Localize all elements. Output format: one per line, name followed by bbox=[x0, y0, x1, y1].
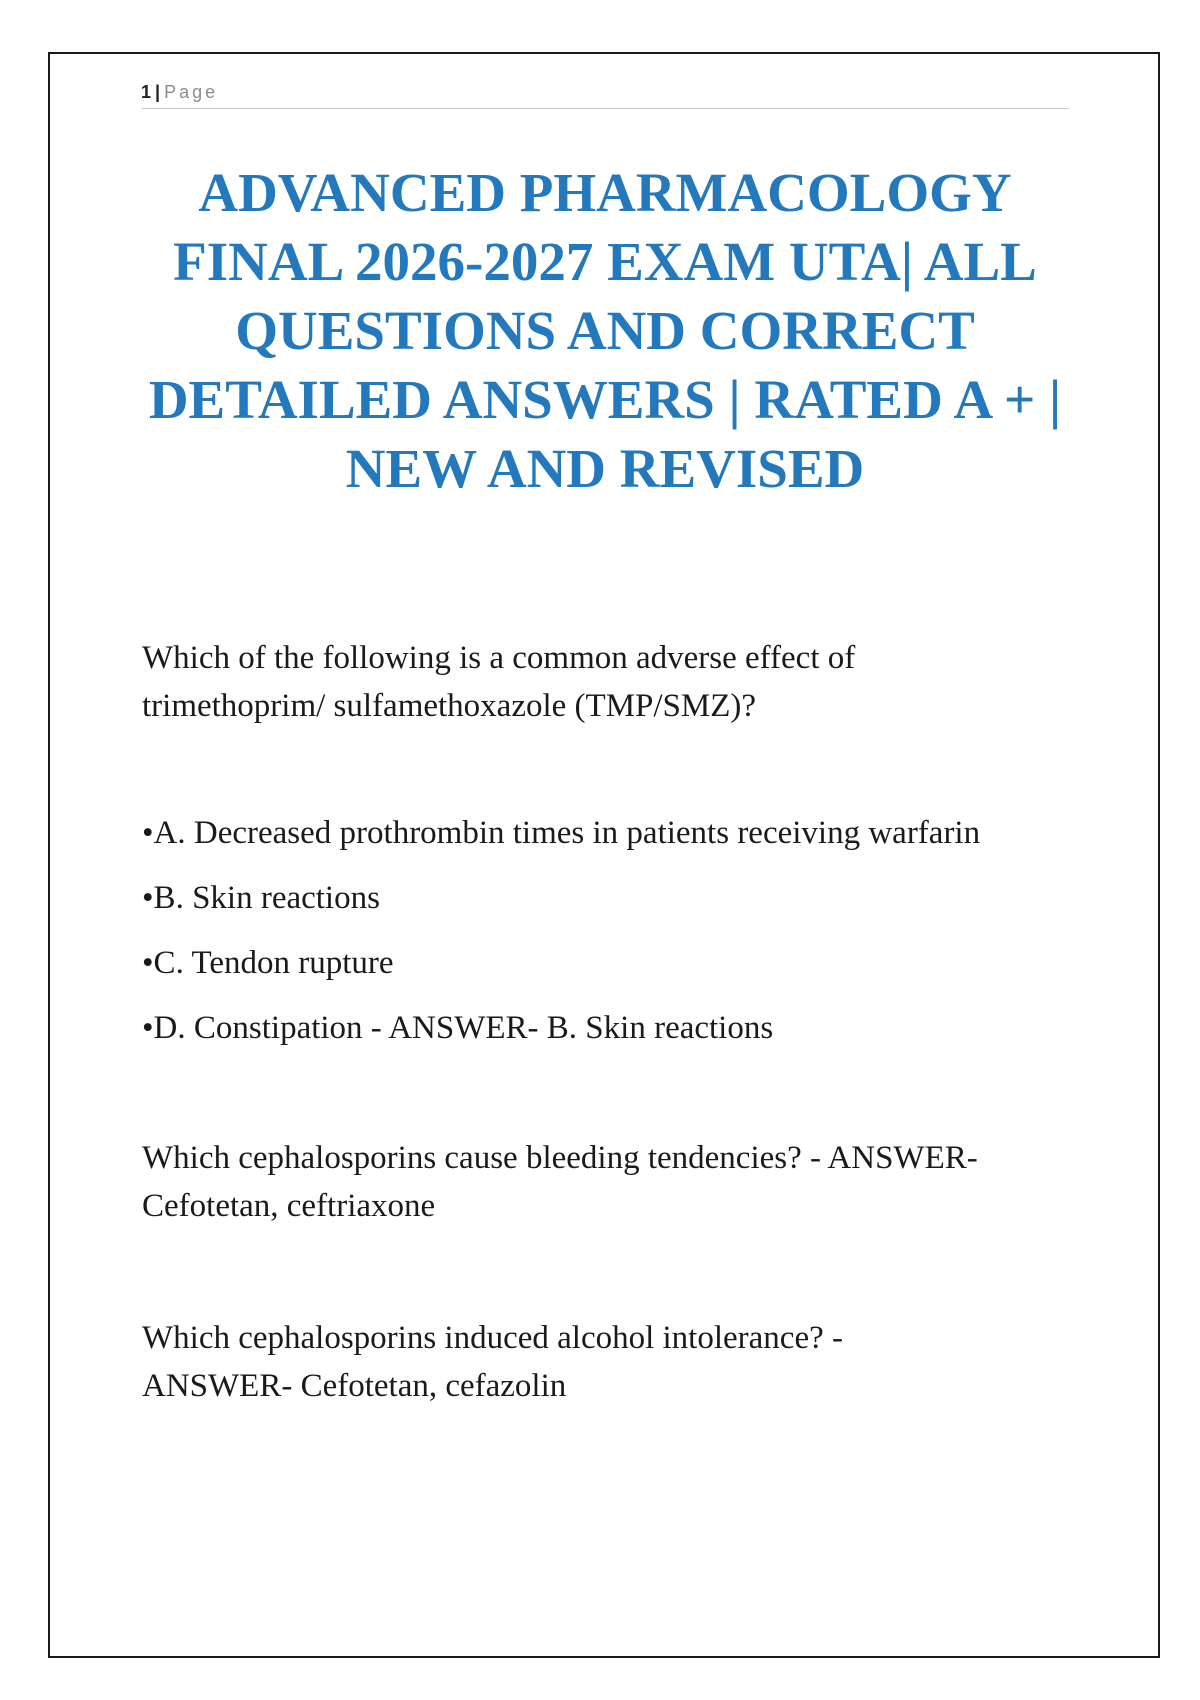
answer-option-b: •B. Skin reactions bbox=[142, 880, 380, 916]
question-2 bbox=[142, 1134, 1072, 1230]
answer-option-c: •C. Tendon rupture bbox=[142, 945, 394, 981]
question-text-line: Which cephalosporins induced alcohol intolerance? - bbox=[142, 1320, 843, 1356]
question-3 bbox=[142, 1314, 1072, 1410]
title-line: DETAILED ANSWERS | RATED A + | bbox=[148, 369, 1062, 430]
title-line: NEW AND REVISED bbox=[345, 438, 865, 499]
document-title bbox=[120, 158, 1090, 503]
title-line: QUESTIONS AND CORRECT bbox=[235, 300, 975, 361]
page-label: Page bbox=[164, 82, 219, 102]
page-header bbox=[141, 80, 1069, 109]
page-separator: | bbox=[155, 82, 161, 102]
answer-option-d: •D. Constipation - ANSWER- B. Skin reactions bbox=[142, 1010, 774, 1046]
question-text-line: Cefotetan, ceftriaxone bbox=[142, 1188, 436, 1224]
title-line: ADVANCED PHARMACOLOGY bbox=[198, 162, 1012, 223]
answer-option-a: •A. Decreased prothrombin times in patients receiving warfarin bbox=[142, 815, 981, 851]
question-1 bbox=[142, 634, 1072, 730]
question-text-line: trimethoprim/ sulfamethoxazole (TMP/SMZ)? bbox=[142, 688, 757, 724]
question-text-line: ANSWER- Cefotetan, cefazolin bbox=[142, 1368, 567, 1404]
question-text-line: Which of the following is a common adverse effect of bbox=[142, 640, 856, 676]
page-number: 1 bbox=[141, 82, 152, 102]
title-line: FINAL 2026-2027 EXAM UTA| ALL bbox=[173, 231, 1037, 292]
question-text-line: Which cephalosporins cause bleeding tendencies? - ANSWER- bbox=[142, 1140, 978, 1176]
